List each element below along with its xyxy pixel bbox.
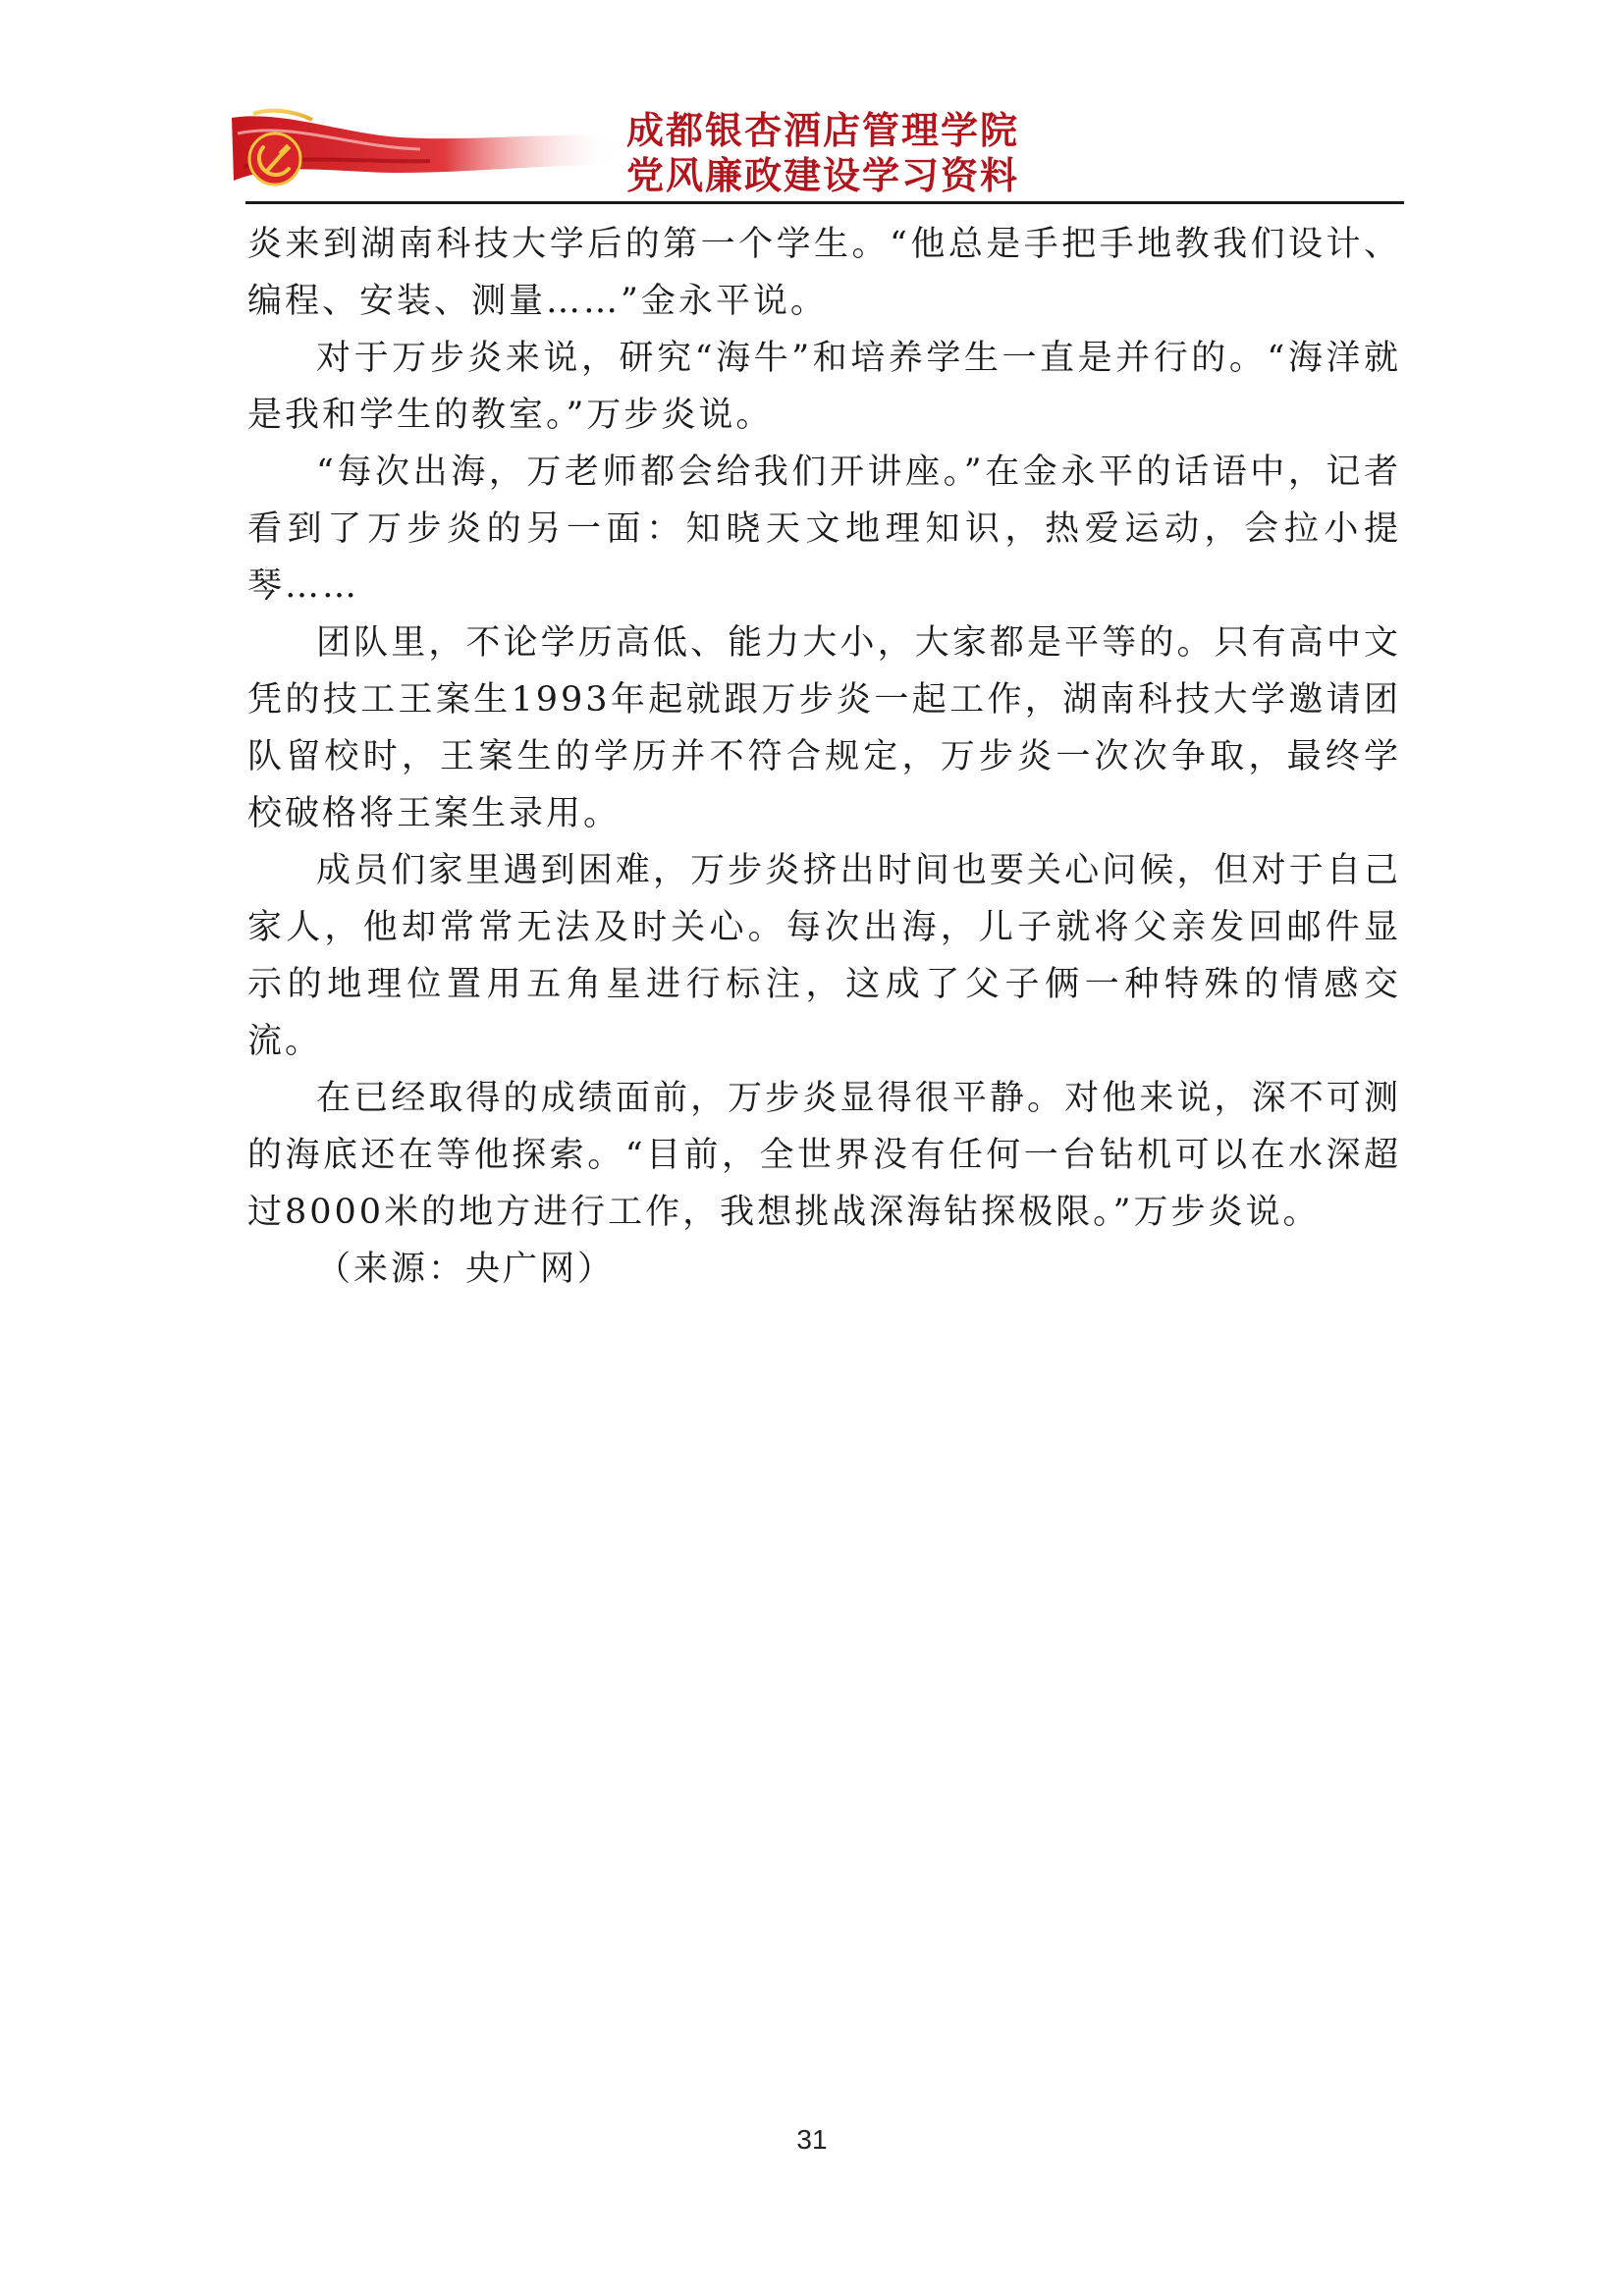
paragraph-6: 在已经取得的成绩面前，万步炎显得很平静。对他来说，深不可测的海底还在等他探索。“目前，全世界没有任何一台钻机可以在水深超过8000米的地方进行工作，我想挑战深海钻探极限。”万步炎说。 — [247, 1079, 1401, 1232]
article-body — [247, 216, 1401, 1298]
page-number: 31 — [796, 2124, 828, 2155]
header-titles — [626, 108, 1314, 198]
paragraph-5: 成员们家里遇到困难，万步炎挤出时间也要关心问候，但对于自己家人，他却常常无法及时关心。每次出海，儿子就将父亲发回邮件显示的地理位置用五角星进行标注，这成了父子俩一种特殊的情感交流。 — [247, 851, 1401, 1061]
paragraph-1: 炎来到湖南科技大学后的第一个学生。“他总是手把手地教我们设计、编程、安装、测量……”金永平说。 — [247, 225, 1401, 321]
header-document-subject: 党风廉政建设学习资料 — [626, 154, 1020, 197]
paragraph-4: 团队里，不论学历高低、能力大小，大家都是平等的。只有高中文凭的技工王案生1993年起就跟万步炎一起工作，湖南科技大学邀请团队留校时，王案生的学历并不符合规定，万步炎一次次争取，最终学校破格将王案生录用。 — [247, 623, 1401, 833]
document-header — [224, 98, 1404, 202]
paragraph-3: “每次出海，万老师都会给我们开讲座。”在金永平的话语中，记者看到了万步炎的另一面：知晓天文地理知识，热爱运动，会拉小提琴…… — [247, 453, 1401, 606]
header-divider — [245, 201, 1404, 204]
source-note: （来源：央广网） — [316, 1250, 616, 1289]
party-emblem-banner — [224, 104, 617, 198]
header-institution-name: 成都银杏酒店管理学院 — [626, 109, 1020, 152]
paragraph-2: 对于万步炎来说，研究“海牛”和培养学生一直是并行的。“海洋就是我和学生的教室。”万步炎说。 — [247, 339, 1401, 435]
